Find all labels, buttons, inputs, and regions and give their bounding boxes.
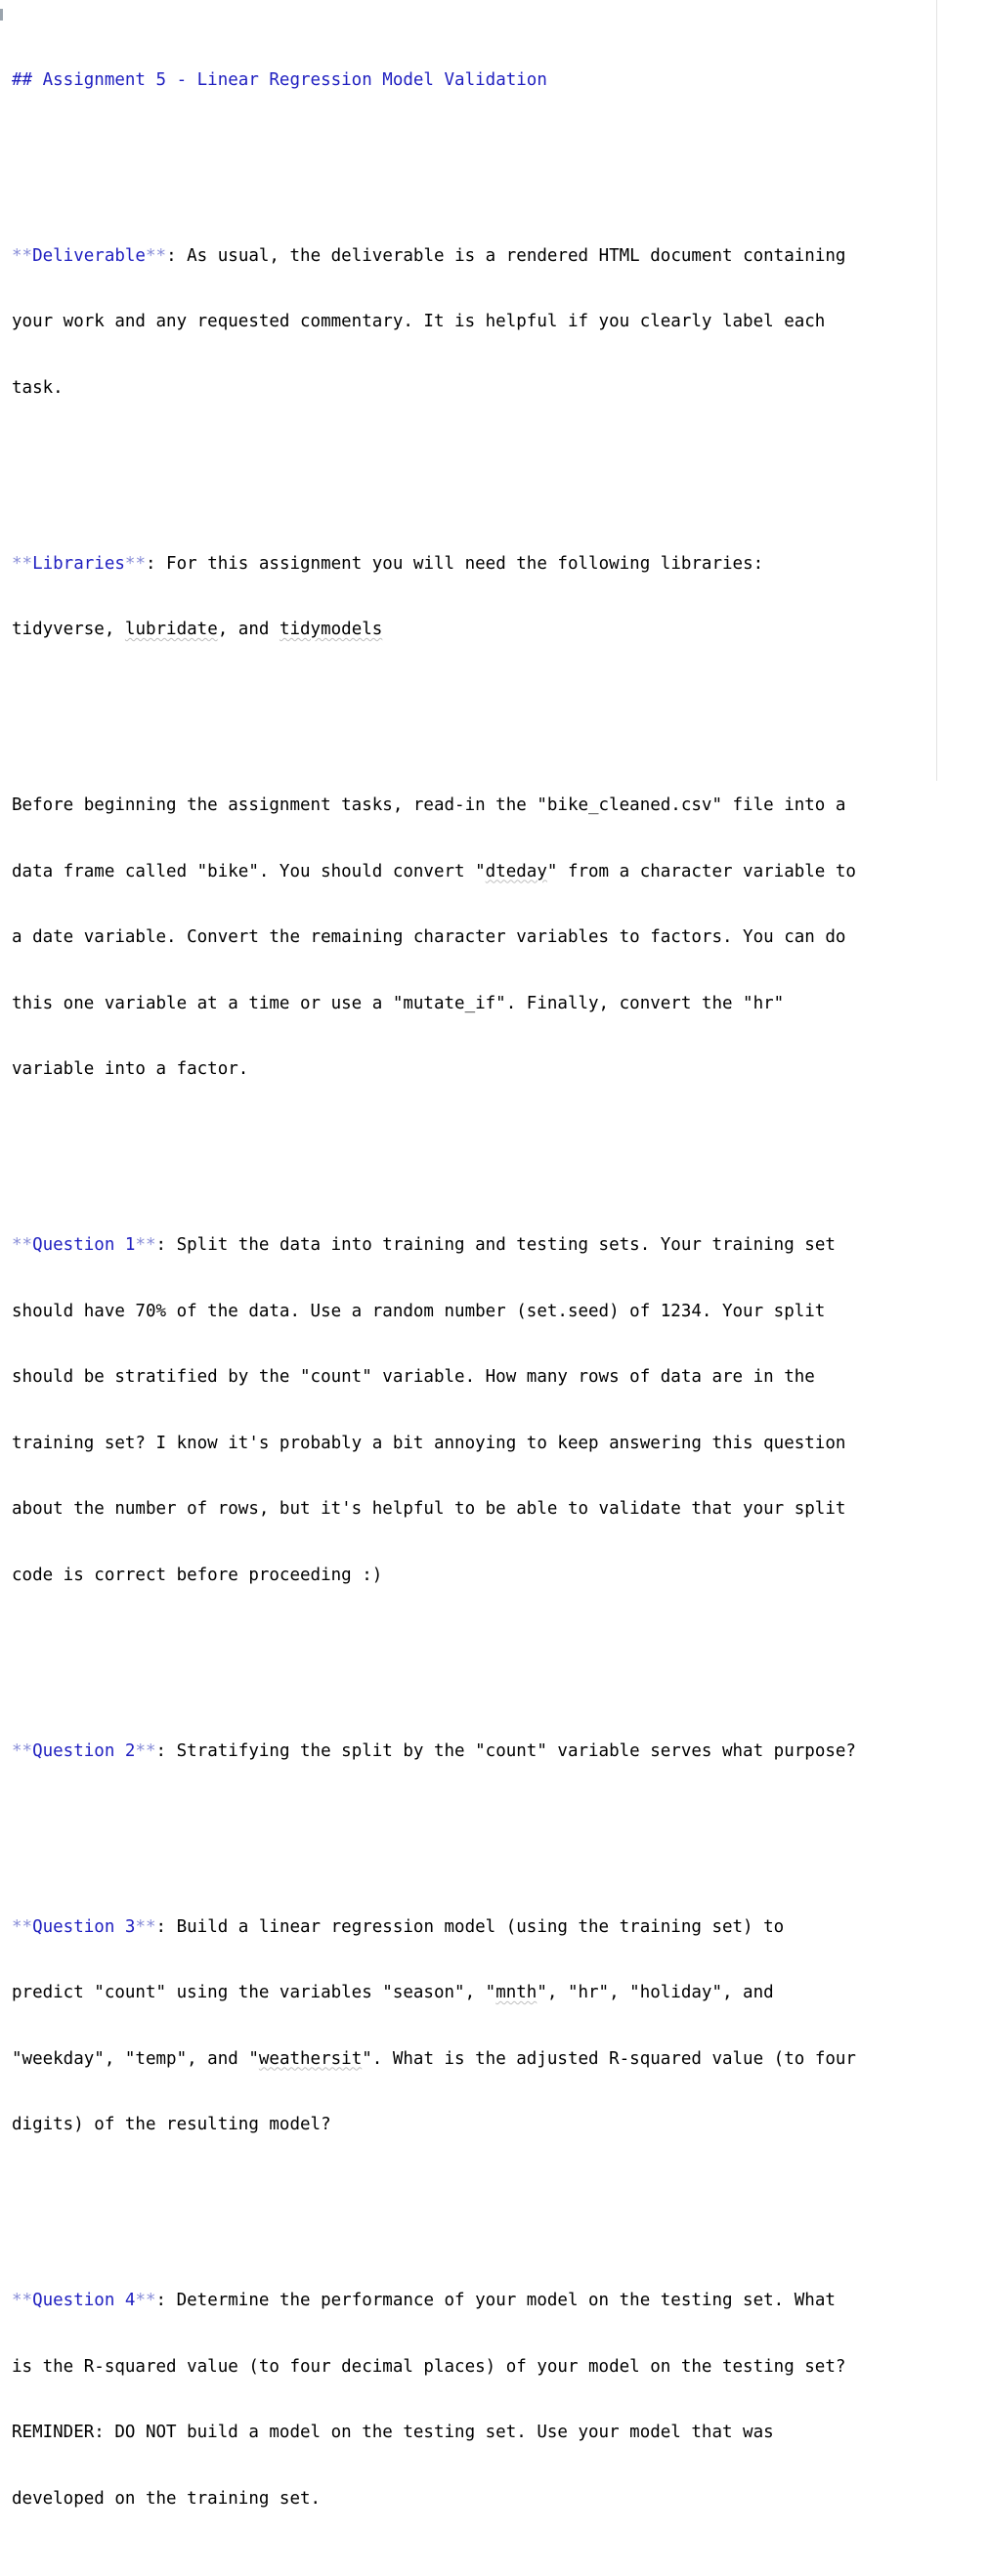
intro-line-1: Before beginning the assignment tasks, read-in the "bike_cleaned.csv" file into a xyxy=(12,795,846,815)
question-4-line-3: REMINDER: DO NOT build a model on the testing set. Use your model that was xyxy=(12,2423,774,2442)
libraries-text: : For this assignment you will need the following libraries: xyxy=(145,553,764,574)
spellcheck-word: mnth xyxy=(495,1983,538,2002)
question-1-line-5: about the number of rows, but it's helpful to be able to validate that your split xyxy=(12,1499,846,1519)
question-3-line-4: digits) of the resulting model? xyxy=(12,2115,331,2134)
deliverable-label: Deliverable xyxy=(32,245,146,266)
libraries-label: Libraries xyxy=(32,553,125,574)
bold-mark: ** xyxy=(145,245,167,266)
deliverable-line-2: your work and any requested commentary. It is helpful if you clearly label each xyxy=(12,312,826,331)
bold-mark: ** xyxy=(12,553,33,574)
intro-text: " from a character variable to xyxy=(546,861,856,881)
question-4-line-2: is the R-squared value (to four decimal places) of your model on the testing set? xyxy=(12,2356,846,2377)
bold-mark: ** xyxy=(12,1740,33,1761)
intro-line-2 xyxy=(12,861,930,883)
spellcheck-word: tidymodels xyxy=(279,620,383,639)
question-3-text: ". What is the adjusted R-squared value (to four xyxy=(362,2048,856,2069)
question-3-text: : Build a linear regression model (using the training set) to xyxy=(155,1916,785,1937)
bold-mark: ** xyxy=(12,1235,33,1255)
intro-line-3: a date variable. Convert the remaining character variables to factors. You can do xyxy=(12,927,846,947)
question-1-line-1 xyxy=(12,1234,930,1257)
deliverable-line-3: task. xyxy=(12,377,64,398)
question-3-line-3 xyxy=(12,2048,930,2071)
question-1-line-2: should have 70% of the data. Use a random number (set.seed) of 1234. Your split xyxy=(12,1301,826,1321)
bold-mark: ** xyxy=(12,1916,33,1937)
question-1-line-6: code is correct before proceeding :) xyxy=(12,1565,383,1585)
spellcheck-word: weathersit xyxy=(258,2048,363,2069)
editor-text[interactable] xyxy=(12,3,930,2576)
fold-marker[interactable] xyxy=(0,9,3,21)
question-3-line-2 xyxy=(12,1982,930,2004)
question-1-line-4: training set? I know it's probably a bit annoying to keep answering this question xyxy=(12,1433,846,1453)
question-2-label: Question 2 xyxy=(32,1740,136,1761)
libraries-line-1 xyxy=(12,553,930,576)
bold-mark: ** xyxy=(12,2291,33,2310)
intro-line-4: this one variable at a time or use a "mutate_if". Finally, convert the "hr" xyxy=(12,993,785,1013)
heading-line xyxy=(12,69,930,92)
heading-text: Assignment 5 - Linear Regression Model Validation xyxy=(42,69,547,90)
question-4-text: : Determine the performance of your model on the testing set. What xyxy=(155,2291,836,2310)
question-3-label: Question 3 xyxy=(32,1916,136,1937)
intro-line-5: variable into a factor. xyxy=(12,1059,249,1079)
bold-mark: ** xyxy=(124,553,146,574)
question-3-text: ", "hr", "holiday", and xyxy=(537,1983,774,2002)
question-2-line-1 xyxy=(12,1740,930,1763)
deliverable-text: : As usual, the deliverable is a rendered HTML document containing xyxy=(166,245,846,266)
question-4-line-1 xyxy=(12,2290,930,2312)
question-2-text: : Stratifying the split by the "count" variable serves what purpose? xyxy=(155,1740,856,1761)
spellcheck-word: dteday xyxy=(485,861,547,881)
bold-mark: ** xyxy=(135,2291,156,2310)
question-1-text: : Split the data into training and testing sets. Your training set xyxy=(155,1235,836,1255)
bold-mark: ** xyxy=(135,1235,156,1255)
libraries-text: , and xyxy=(217,620,280,639)
bold-mark: ** xyxy=(135,1740,156,1761)
question-1-label: Question 1 xyxy=(32,1235,136,1255)
question-4-label: Question 4 xyxy=(32,2291,136,2310)
question-3-text: predict "count" using the variables "season", " xyxy=(12,1983,496,2002)
libraries-text: tidyverse, xyxy=(12,620,125,639)
question-3-line-1 xyxy=(12,1916,930,1939)
libraries-line-2 xyxy=(12,619,930,641)
bold-mark: ** xyxy=(12,245,33,266)
scrollbar-track[interactable] xyxy=(936,0,937,781)
question-4-line-4: developed on the training set. xyxy=(12,2488,322,2509)
heading-prefix: ## xyxy=(12,69,43,90)
question-3-text: "weekday", "temp", and " xyxy=(12,2048,259,2069)
question-1-line-3: should be stratified by the "count" variable. How many rows of data are in the xyxy=(12,1367,815,1387)
intro-text: data frame called "bike". You should convert " xyxy=(12,861,486,881)
deliverable-line-1 xyxy=(12,245,930,268)
bold-mark: ** xyxy=(135,1916,156,1937)
spellcheck-word: lubridate xyxy=(124,620,218,639)
